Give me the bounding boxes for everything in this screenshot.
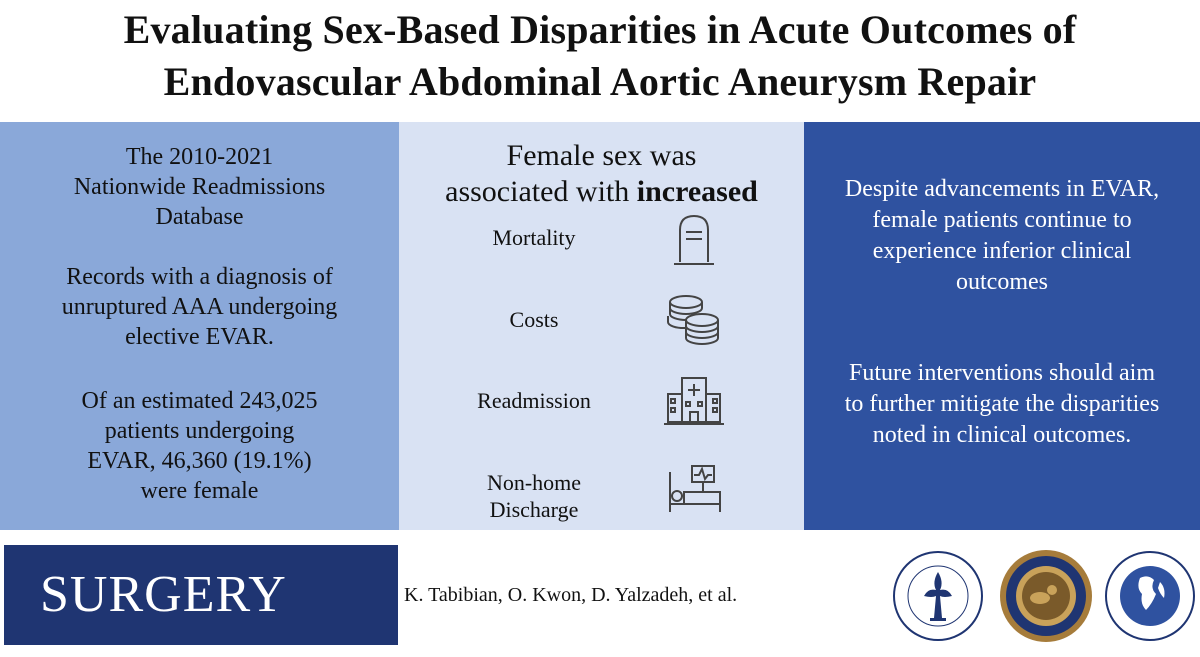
journal-logo [4,545,398,645]
cohort-result-text: Of an estimated 243,025 patients undergoing EVAR, 46,360 (19.1%) were female [81,388,318,504]
methods-panel [0,122,399,530]
conclusions-panel [804,122,1200,530]
conclusion-text-1: Despite advancements in EVAR, female patients continue to experience inferior clinical outcomes [844,176,1160,295]
outcome-mortality-label: Mortality [492,225,576,250]
hospital-bed-icon [662,458,726,522]
outcome-costs-label: Costs [509,307,559,332]
outcome-readmission-label: Readmission [477,388,591,413]
findings-heading: Female sex was associated with increased [445,139,758,208]
inclusion-criteria-text: Records with a diagnosis of unruptured AAA undergoing elective EVAR. [61,264,338,350]
hospital-icon [662,368,726,432]
findings-panel [399,122,804,530]
title-line-1: Evaluating Sex-Based Disparities in Acute Outcomes of [123,7,1077,52]
outcome-discharge-label: Non-home Discharge [486,470,582,522]
infographic-title [0,4,1200,108]
society-of-university-surgeons-logo [890,548,986,644]
american-association-of-endocrine-surgeons-logo [1102,548,1198,644]
conclusion-text-2: Future interventions should aim to further mitigate the disparities noted in clinical outcomes. [844,360,1160,448]
author-list: K. Tabibian, O. Kwon, D. Yalzadeh, et al. [404,584,738,606]
coins-icon [662,288,726,352]
central-surgical-association-logo [998,548,1094,644]
title-line-2: Endovascular Abdominal Aortic Aneurysm Repair [163,59,1037,104]
tombstone-icon [662,208,726,272]
increased-emphasis: increased [636,175,758,208]
data-source-text: The 2010-2021 Nationwide Readmissions Database [73,144,326,230]
journal-title: SURGERY [40,566,287,623]
